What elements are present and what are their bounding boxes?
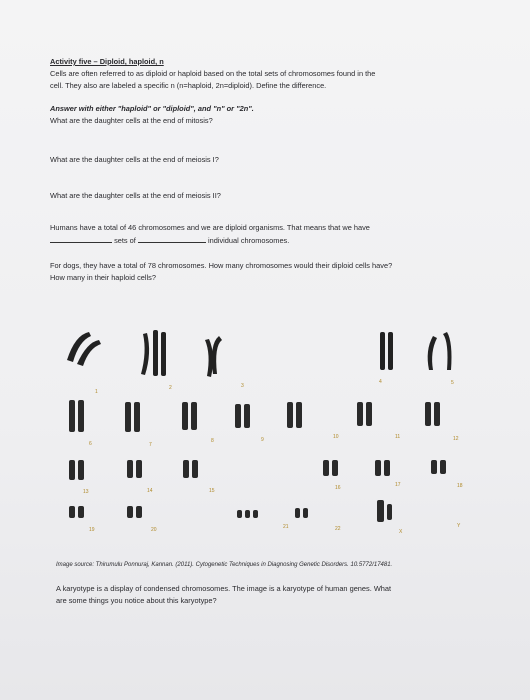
svg-text:9: 9 bbox=[261, 437, 264, 443]
humans-blanks-line bbox=[50, 235, 289, 245]
svg-text:14: 14 bbox=[147, 488, 153, 494]
svg-text:12: 12 bbox=[453, 436, 459, 442]
svg-text:X: X bbox=[399, 529, 403, 535]
svg-text:1: 1 bbox=[95, 389, 98, 395]
answer-blank-1[interactable] bbox=[50, 235, 112, 243]
intro-line-2: cell. They also are labeled a specific n (n=haploid, 2n=diploid). Define the difference. bbox=[50, 81, 327, 90]
question-meiosis-1: What are the daughter cells at the end of meiosis I? bbox=[50, 155, 219, 164]
svg-text:21: 21 bbox=[283, 524, 289, 530]
image-source: Image source: Thirumulu Ponnuraj, Kannan. (2011). Cytogenetic Techniques in Diagnosing Genetic Disorders. 10.5772/17481. bbox=[56, 562, 393, 568]
svg-text:3: 3 bbox=[241, 383, 244, 389]
svg-text:20: 20 bbox=[151, 527, 157, 533]
svg-text:15: 15 bbox=[209, 488, 215, 494]
answer-blank-2[interactable] bbox=[138, 235, 206, 243]
question-meiosis-2: What are the daughter cells at the end of meiosis II? bbox=[50, 191, 221, 200]
humans-sentence: Humans have a total of 46 chromosomes and we are diploid organisms. That means that we have bbox=[50, 223, 370, 232]
karyotype-question-1: A karyotype is a display of condensed chromosomes. The image is a karyotype of human genes. What bbox=[56, 584, 392, 593]
chromosome-row-3 bbox=[69, 460, 446, 480]
activity-title: Activity five – Diploid, haploid, n bbox=[50, 57, 164, 66]
dogs-question-2: How many in their haploid cells? bbox=[50, 273, 156, 282]
svg-text:Y: Y bbox=[457, 523, 461, 529]
svg-text:2: 2 bbox=[169, 385, 172, 391]
svg-text:5: 5 bbox=[451, 380, 454, 386]
svg-text:10: 10 bbox=[333, 434, 339, 440]
sets-of-text: sets of bbox=[114, 236, 136, 245]
chromosome-row-1 bbox=[67, 330, 452, 377]
svg-text:16: 16 bbox=[335, 485, 341, 491]
intro-line-1: Cells are often referred to as diploid or haploid based on the total sets of chromosomes found in the bbox=[50, 69, 376, 78]
question-mitosis: What are the daughter cells at the end of mitosis? bbox=[50, 116, 213, 125]
svg-text:11: 11 bbox=[395, 434, 401, 440]
svg-text:6: 6 bbox=[89, 441, 92, 447]
svg-text:8: 8 bbox=[211, 438, 214, 444]
svg-text:13: 13 bbox=[83, 489, 89, 495]
karyotype-question-2: are some things you notice about this karyotype? bbox=[56, 596, 217, 605]
karyotype-image bbox=[55, 320, 475, 540]
svg-text:22: 22 bbox=[335, 526, 341, 532]
chromosome-row-2 bbox=[69, 400, 440, 432]
svg-text:7: 7 bbox=[149, 442, 152, 448]
dogs-question-1: For dogs, they have a total of 78 chromosomes. How many chromosomes would their diploid cells have? bbox=[50, 261, 393, 270]
svg-text:17: 17 bbox=[395, 482, 401, 488]
individual-text: individual chromosomes. bbox=[207, 236, 290, 245]
answer-instruction: Answer with either "haploid" or "diploid", and "n" or "2n". bbox=[50, 104, 254, 113]
svg-text:18: 18 bbox=[457, 483, 463, 489]
svg-text:4: 4 bbox=[379, 379, 382, 385]
chromosome-row-4 bbox=[69, 500, 392, 522]
svg-text:19: 19 bbox=[89, 527, 95, 533]
